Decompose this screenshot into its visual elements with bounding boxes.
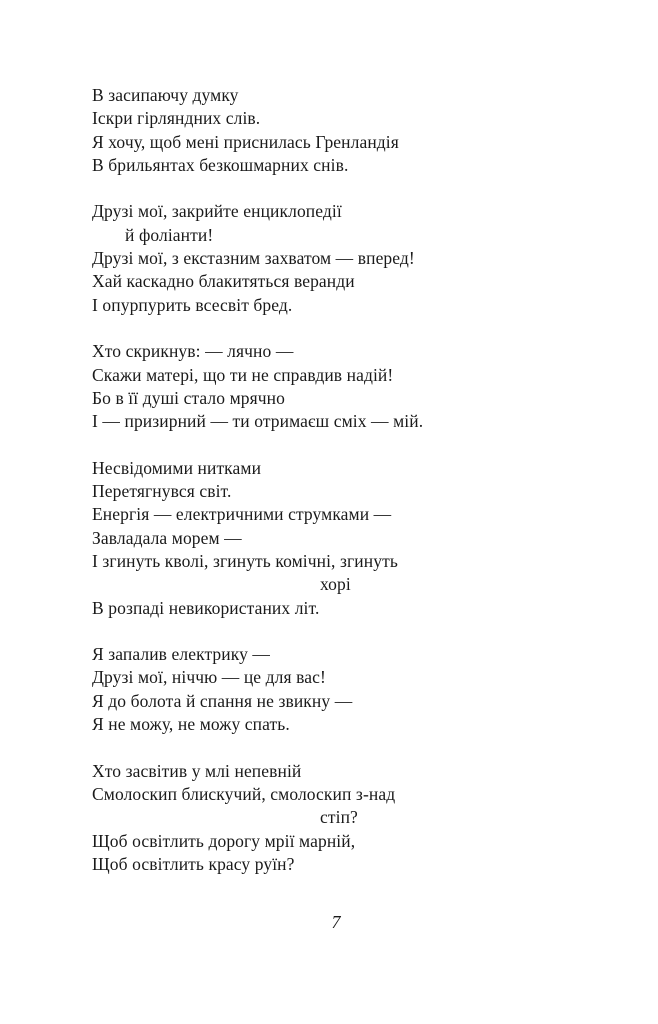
poem-text — [92, 84, 572, 876]
poem-line: Щоб освітлить дорогу мрії марній, — [92, 830, 356, 851]
stanza-gap — [92, 620, 572, 643]
poem-line: Перетягнувся світ. — [92, 481, 232, 502]
poem-line: Друзі мої, з екстазним захватом — вперед! — [92, 248, 415, 269]
poem-line: Друзі мої, закрийте енциклопедії — [92, 201, 342, 222]
poem-line: В засипаючу думку — [92, 85, 239, 105]
poem-line-continuation: стіп? — [320, 807, 358, 828]
poem-line: Завладала морем — — [92, 527, 242, 548]
stanza-gap — [92, 433, 572, 456]
poem-line: Хто скрикнув: — лячно — — [92, 341, 294, 362]
poem-line: Смолоскип блискучий, смолоскип з-над — [92, 783, 396, 804]
poem-line: Я не можу, не можу спать. — [92, 714, 290, 735]
poem-line: Щоб освітлить красу руїн? — [92, 853, 295, 874]
poem-line: Друзі мої, ніччю — це для вас! — [92, 667, 326, 688]
poem-line: І — призирний — ти отримаєш сміх — мій. — [92, 411, 424, 432]
stanza-gap — [92, 317, 572, 340]
poem-line-continuation: й фоліанти! — [125, 224, 214, 245]
poem-line: Іскри гірляндних слів. — [92, 108, 261, 129]
poem-line: В брильянтах безкошмарних снів. — [92, 154, 349, 175]
page-number: 7 — [331, 912, 341, 932]
poem-line: І згинуть кволі, згинуть комічні, згинуть — [92, 550, 398, 571]
poem-line: Я хочу, щоб мені приснилась Гренландія — [92, 131, 399, 152]
poem-line: В розпаді невикористаних літ. — [92, 597, 320, 618]
poem-line: Енергія — електричними струмками — — [92, 504, 392, 525]
poem-line: Хто засвітив у млі непевній — [92, 760, 302, 781]
stanza-gap — [92, 736, 572, 759]
poem-line: І опурпурить всесвіт бред. — [92, 294, 293, 315]
poem-line: Хай каскадно блакитяться веранди — [92, 271, 355, 292]
stanza-gap — [92, 177, 572, 200]
poem-line: Скажи матері, що ти не справдив надій! — [92, 364, 394, 385]
poem-line: Я запалив електрику — — [92, 644, 271, 665]
poem-line-continuation: хорі — [320, 574, 351, 595]
poem-line: Я до болота й спання не звикну — — [92, 690, 353, 711]
poem-line: Несвідомими нитками — [92, 457, 262, 478]
poem-line: Бо в її душі стало мрячно — [92, 387, 285, 408]
